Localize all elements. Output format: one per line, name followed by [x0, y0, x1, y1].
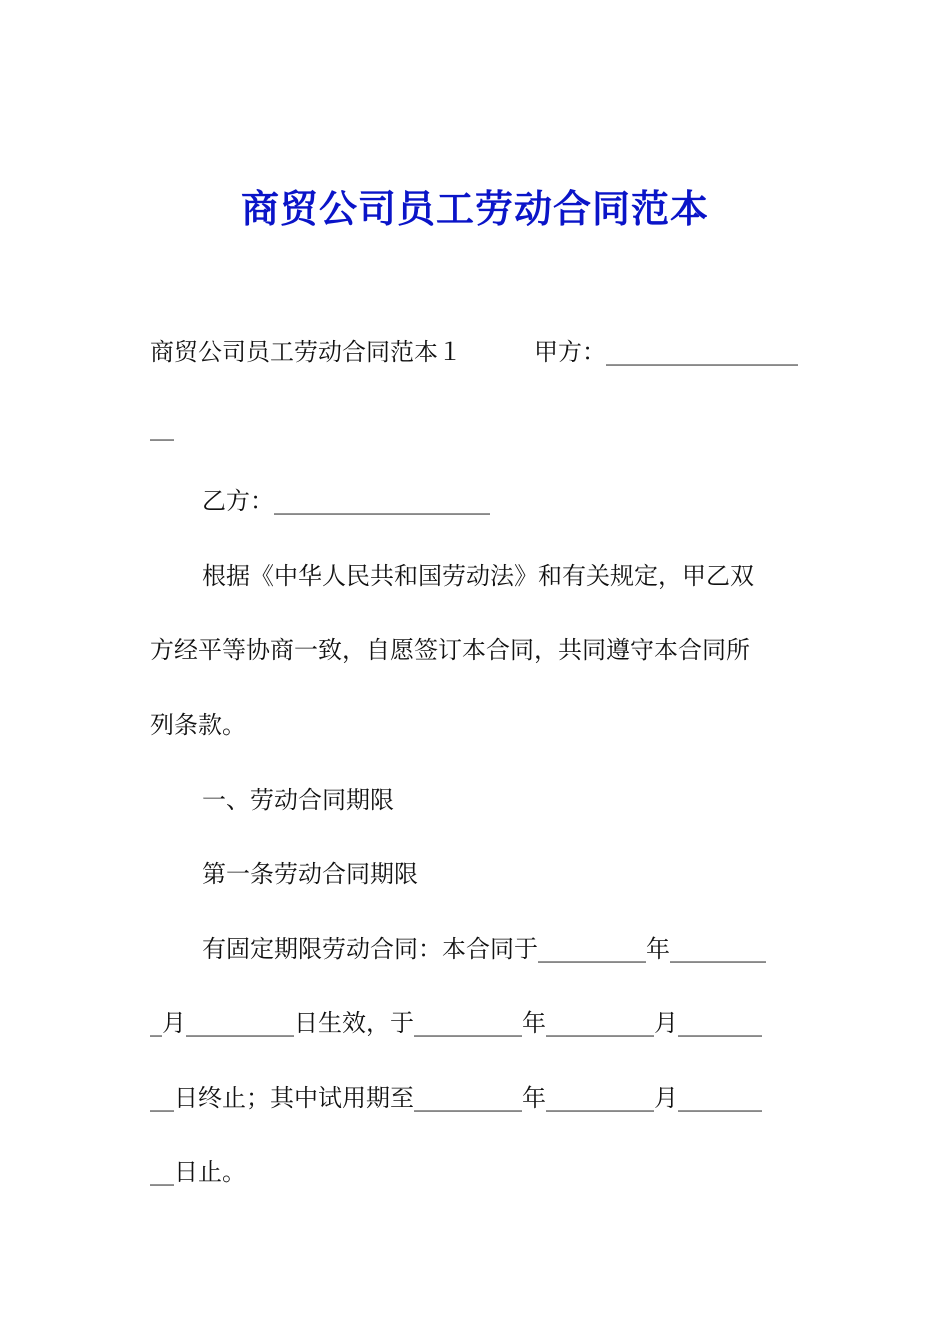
- paragraph-line: 根据《中华人民共和国劳动法》和有关规定，甲乙双: [202, 562, 754, 590]
- party-a-blank-continued: __: [150, 413, 174, 441]
- document-title: 商贸公司员工劳动合同范本: [240, 186, 709, 231]
- contract-heading-party-a: 商贸公司员工劳动合同范本１ 甲方：________________: [150, 338, 798, 366]
- section-heading: 一、劳动合同期限: [202, 786, 394, 814]
- paragraph-line: 列条款。: [150, 711, 246, 739]
- party-b-line: 乙方：__________________: [202, 487, 490, 515]
- paragraph-line: 方经平等协商一致，自愿签订本合同，共同遵守本合同所: [150, 636, 750, 664]
- paragraph-line: __日终止；其中试用期至_________年_________月_______: [150, 1084, 762, 1112]
- article-heading: 第一条劳动合同期限: [202, 860, 418, 888]
- paragraph-line: __日止。: [150, 1158, 246, 1186]
- paragraph-line: 有固定期限劳动合同：本合同于_________年________: [202, 935, 766, 963]
- paragraph-line: _月_________日生效，于_________年_________月_______: [150, 1009, 762, 1037]
